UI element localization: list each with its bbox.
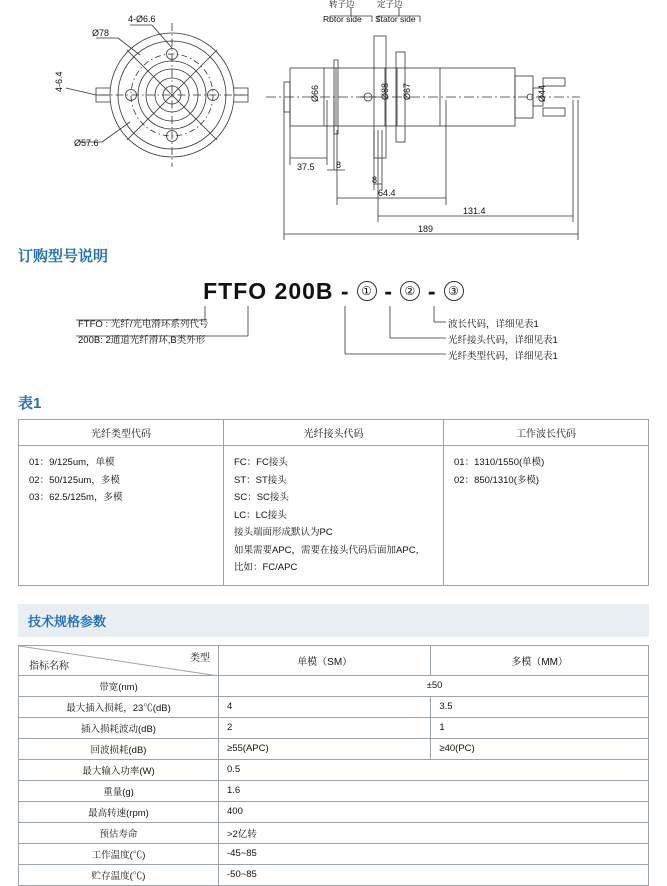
fiber-type-item: 01：9/125um，单模 [29, 457, 115, 468]
spec-table [18, 645, 649, 886]
spec-row-label: 最大输入功率(W) [19, 759, 219, 780]
code-circle-2: ② [400, 281, 420, 301]
spec-row-value-merged: 400 [219, 801, 649, 822]
connector-note: 接头端面形成默认为PC [234, 527, 333, 539]
table1 [18, 419, 649, 586]
table1-title: 表1 [18, 395, 42, 412]
connector-note: 比如：FC/APC [234, 562, 298, 574]
dim-64-4: 64.4 [378, 188, 396, 198]
table1-header-row [19, 420, 649, 446]
table1-col-wavelength: 工作波长代码 [444, 420, 649, 446]
spec-row [19, 780, 649, 801]
callout-rotor-cn: 转子边 [329, 0, 355, 9]
label-slot-width: 4-6.4 [54, 71, 64, 92]
wavelength-item: 01：1310/1550(单模) [454, 457, 545, 468]
table1-cell-fiber-type [19, 446, 224, 586]
order-code-block [0, 272, 667, 392]
connector-note: 如果需要APC，需要在接头代码后面加APC， [234, 544, 426, 556]
spec-row-label: 预估寿命 [19, 822, 219, 843]
callout-stator-cn: 定子边 [377, 0, 403, 9]
label-bolt-circle: Ø57.6 [74, 138, 99, 148]
dim-131-4: 131.4 [463, 206, 486, 216]
spec-row-label: 最大插入损耗，23℃(dB) [19, 696, 219, 717]
dim-37-5: 37.5 [297, 162, 315, 172]
spec-header-mm: 多模（MM） [431, 645, 649, 675]
connector-item: SC：SC接头 [234, 492, 289, 504]
connector-item: FC：FC接头 [234, 457, 288, 468]
spec-row-value-merged: -50~85 [219, 864, 649, 885]
spec-header-row [19, 645, 649, 675]
spec-row-label: 工作温度(℃) [19, 843, 219, 864]
spec-row [19, 801, 649, 822]
order-note-fiber-type: 光纤类型代码，详细见表1 [448, 351, 558, 362]
spec-row-label: 贮存温度(℃) [19, 864, 219, 885]
order-note-200b: 200B: 2通道光纤滑环,B类外形 [78, 335, 206, 346]
spec-row-value-merged: >2亿转 [219, 822, 649, 843]
dim-8b: 8 [372, 175, 378, 185]
code-dash-1: - [340, 278, 350, 304]
fiber-type-item: 02：50/125um，多模 [29, 474, 120, 486]
spec-row-label: 回波损耗(dB) [19, 738, 219, 759]
label-holes: 4-Ø6.6 [128, 14, 156, 24]
dia-67: Ø67 [402, 82, 412, 100]
table1-cell-connector [224, 446, 444, 586]
spec-header-sm: 单模（SM） [219, 645, 431, 675]
callout-stator-en: Stator side [375, 14, 416, 24]
code-circle-1: ① [357, 281, 377, 301]
spec-row-value-sm: 4 [219, 696, 431, 717]
spec-row-value-sm: ≥55(APC) [219, 738, 431, 759]
spec-row-value-merged: 0.5 [219, 759, 649, 780]
spec-row-label: 插入损耗波动(dB) [19, 717, 219, 738]
spec-row [19, 822, 649, 843]
spec-row-value-merged: 1.6 [219, 780, 649, 801]
technical-drawing [0, 0, 667, 245]
spec-row [19, 696, 649, 717]
label-outer-dia: Ø78 [92, 28, 110, 38]
spec-row [19, 759, 649, 780]
spec-row-value-mm: 3.5 [431, 696, 649, 717]
spec-section-title: 技术规格参数 [18, 604, 649, 637]
dia-66: Ø66 [310, 84, 320, 102]
table1-col-fiber-type: 光纤类型代码 [19, 420, 224, 446]
drawing-svg [0, 0, 667, 245]
spec-row-value-mm: ≥40(PC) [431, 738, 649, 759]
code-dash-2: - [384, 278, 394, 304]
spec-row-label: 最高转速(rpm) [19, 801, 219, 822]
spec-row-value-sm: 2 [219, 717, 431, 738]
spec-row-value-merged: -45~85 [219, 843, 649, 864]
code-model: 200B [274, 278, 334, 304]
spec-row-value-merged: ±50 [219, 675, 649, 696]
spec-row [19, 717, 649, 738]
spec-row-label: 带宽(nm) [19, 675, 219, 696]
table1-col-connector: 光纤接头代码 [224, 420, 444, 446]
order-section-title: 订购型号说明 [18, 248, 109, 265]
order-note-wavelength: 波长代码，详细见表1 [448, 319, 539, 330]
connector-item: LC：LC接头 [234, 509, 287, 521]
table1-body-row [19, 446, 649, 586]
dia-44: Ø44 [537, 84, 547, 102]
code-dash-3: - [427, 278, 437, 304]
dim-8a: 8 [336, 160, 342, 170]
callout-rotor-en: Rotor side [323, 14, 362, 24]
dia-88: Ø88 [380, 82, 390, 100]
fiber-type-item: 03：62.5/125m，多模 [29, 492, 123, 504]
spec-row [19, 738, 649, 759]
spec-row-label: 重量(g) [19, 780, 219, 801]
spec-row [19, 675, 649, 696]
order-note-connector: 光纤接头代码，详细见表1 [448, 335, 558, 346]
spec-row [19, 843, 649, 864]
wavelength-item: 02：850/1310(多模) [454, 474, 540, 486]
table1-cell-wavelength [444, 446, 649, 586]
connector-item: ST：ST接头 [234, 474, 287, 486]
dim-189: 189 [418, 224, 434, 234]
spec-row [19, 864, 649, 885]
spec-row-value-mm: 1 [431, 717, 649, 738]
order-note-ftfo: FTFO : 光纤/光电滑环系列代号 [78, 319, 209, 330]
spec-header-diagonal-cell [19, 645, 219, 675]
spec-header-kind: 类型 [190, 652, 210, 664]
code-circle-3: ③ [444, 281, 464, 301]
code-prefix: FTFO [203, 278, 268, 304]
spec-header-name: 指标名称 [29, 660, 69, 672]
